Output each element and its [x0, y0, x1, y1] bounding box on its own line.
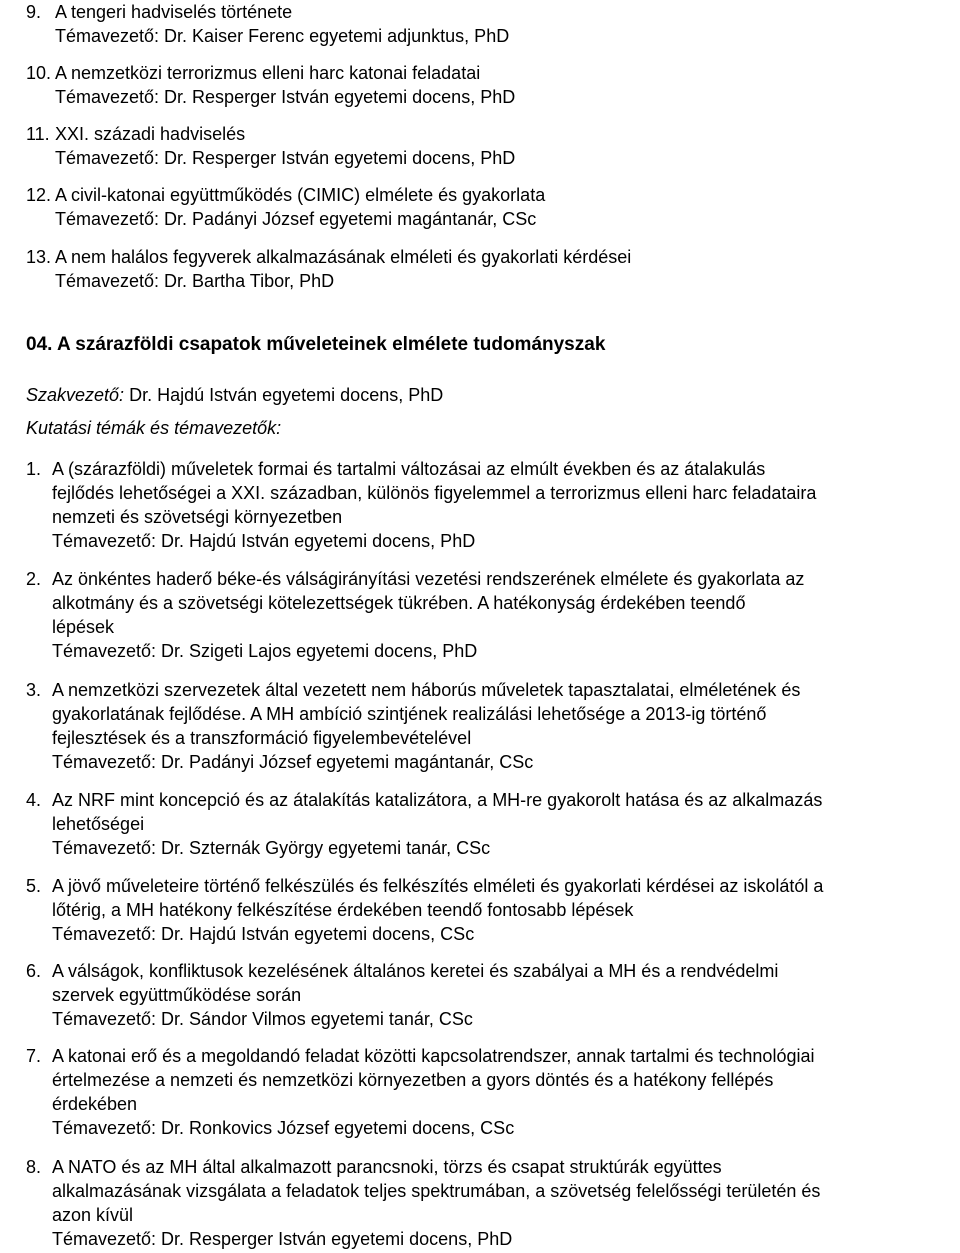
topic-item-2	[26, 567, 954, 663]
topic-line: Az NRF mint koncepció és az átalakítás katalizátora, a MH-re gyakorolt hatása és az alkalmazás	[52, 790, 823, 810]
topic-number: 9.	[26, 2, 42, 22]
topic-item-3	[26, 678, 954, 774]
topic-number: 3.	[26, 680, 42, 700]
topic-item-5	[26, 874, 954, 946]
topic-line: A (szárazföldi) műveletek formai és tartalmi változásai az elmúlt években és az átalakulás	[52, 459, 766, 479]
topic-item-7	[26, 1044, 954, 1140]
topic-supervisor: Témavezető: Dr. Resperger István egyetemi docens, PhD	[55, 148, 516, 168]
topic-line: gyakorlatának fejlődése. A MH ambíció szintjének realizálási lehetősége a 2013-ig történő	[52, 704, 767, 724]
topic-line: azon kívül	[52, 1205, 134, 1225]
topic-line: alkalmazásának vizsgálata a feladatok teljes spektrumában, a szövetség felelősségi területén és	[52, 1181, 821, 1201]
topic-number: 11.	[26, 124, 50, 144]
topic-line: lépések	[52, 617, 115, 637]
topic-item-4	[26, 788, 954, 860]
topic-line: A válságok, konfliktusok kezelésének általános keretei és szabályai a MH és a rendvédelmi	[52, 961, 779, 981]
topic-item-6	[26, 959, 954, 1031]
topic-supervisor: Témavezető: Dr. Bartha Tibor, PhD	[55, 271, 335, 291]
topics-label: Kutatási témák és témavezetők:	[26, 418, 282, 438]
topic-item-12	[26, 183, 954, 231]
topic-number: 5.	[26, 876, 42, 896]
topic-line: A katonai erő és a megoldandó feladat közötti kapcsolatrendszer, annak tartalmi és technológiai	[52, 1046, 815, 1066]
topic-item-11	[26, 122, 954, 170]
topic-line: fejlesztések és a transzformáció figyelembevételével	[52, 728, 472, 748]
topic-line: nemzeti és szövetségi környezetben	[52, 507, 343, 527]
topic-item-10	[26, 61, 954, 109]
topic-supervisor: Témavezető: Dr. Padányi József egyetemi magántanár, CSc	[55, 209, 537, 229]
topic-supervisor: Témavezető: Dr. Resperger István egyetemi docens, PhD	[52, 1229, 513, 1249]
topic-title: A civil-katonai együttműködés (CIMIC) elmélete és gyakorlata	[55, 185, 546, 205]
topic-line: fejlődés lehetőségei a XXI. században, különös figyelemmel a terrorizmus elleni harc feladataira	[52, 483, 817, 503]
topic-supervisor: Témavezető: Dr. Sándor Vilmos egyetemi tanár, CSc	[52, 1009, 473, 1029]
topic-line: lőtérig, a MH hatékony felkészítése érdekében teendő fontosabb lépések	[52, 900, 634, 920]
topic-number: 10.	[26, 63, 52, 83]
topic-item-8	[26, 1155, 954, 1251]
topic-title: A tengeri hadviselés története	[55, 2, 293, 22]
topic-item-1	[26, 457, 954, 553]
topic-supervisor: Témavezető: Dr. Hajdú István egyetemi docens, CSc	[52, 924, 475, 944]
topic-supervisor: Témavezető: Dr. Hajdú István egyetemi docens, PhD	[52, 531, 476, 551]
topic-number: 6.	[26, 961, 42, 981]
topic-number: 13.	[26, 247, 52, 267]
topic-number: 2.	[26, 569, 42, 589]
topic-title: XXI. századi hadviselés	[55, 124, 246, 144]
topic-line: alkotmány és a szövetségi kötelezettségek tükrében. A hatékonyság érdekében teendő	[52, 593, 746, 613]
topic-supervisor: Témavezető: Dr. Kaiser Ferenc egyetemi adjunktus, PhD	[55, 26, 510, 46]
topic-line: A jövő műveleteire történő felkészülés és felkészítés elméleti és gyakorlati kérdései az iskolától a	[52, 876, 824, 896]
topic-supervisor: Témavezető: Dr. Resperger István egyetemi docens, PhD	[55, 87, 516, 107]
topic-title: A nemzetközi terrorizmus elleni harc katonai feladatai	[55, 63, 481, 83]
topic-line: lehetőségei	[52, 814, 145, 834]
topic-line: szervek együttműködése során	[52, 985, 302, 1005]
topic-line: A NATO és az MH által alkalmazott parancsnoki, törzs és csapat struktúrák együttes	[52, 1157, 722, 1177]
topic-supervisor: Témavezető: Dr. Szigeti Lajos egyetemi docens, PhD	[52, 641, 478, 661]
topic-line: értelmezése a nemzeti és nemzetközi környezetben a gyors döntés és a hatékony fellépés	[52, 1070, 774, 1090]
section-lead-label: Szakvezető:	[26, 385, 125, 405]
topic-number: 7.	[26, 1046, 42, 1066]
topic-supervisor: Témavezető: Dr. Szternák György egyetemi tanár, CSc	[52, 838, 491, 858]
section-lead	[26, 383, 443, 407]
topic-title: A nem halálos fegyverek alkalmazásának elméleti és gyakorlati kérdései	[55, 247, 632, 267]
section-lead-name: Dr. Hajdú István egyetemi docens, PhD	[129, 385, 444, 405]
topic-line: Az önkéntes haderő béke-és válságirányítási vezetési rendszerének elmélete és gyakorlata az	[52, 569, 805, 589]
topic-number: 12.	[26, 185, 52, 205]
topic-supervisor: Témavezető: Dr. Padányi József egyetemi magántanár, CSc	[52, 752, 534, 772]
topic-line: érdekében	[52, 1094, 138, 1114]
topic-line: A nemzetközi szervezetek által vezetett nem háborús műveletek tapasztalatai, elméletének és	[52, 680, 801, 700]
topic-number: 8.	[26, 1157, 42, 1177]
topic-item-9	[26, 0, 954, 48]
topic-number: 1.	[26, 459, 42, 479]
topic-item-13	[26, 245, 954, 293]
topic-number: 4.	[26, 790, 42, 810]
section-title: 04. A szárazföldi csapatok műveleteinek elmélete tudományszak	[26, 334, 606, 355]
topic-supervisor: Témavezető: Dr. Ronkovics József egyetemi docens, CSc	[52, 1118, 515, 1138]
